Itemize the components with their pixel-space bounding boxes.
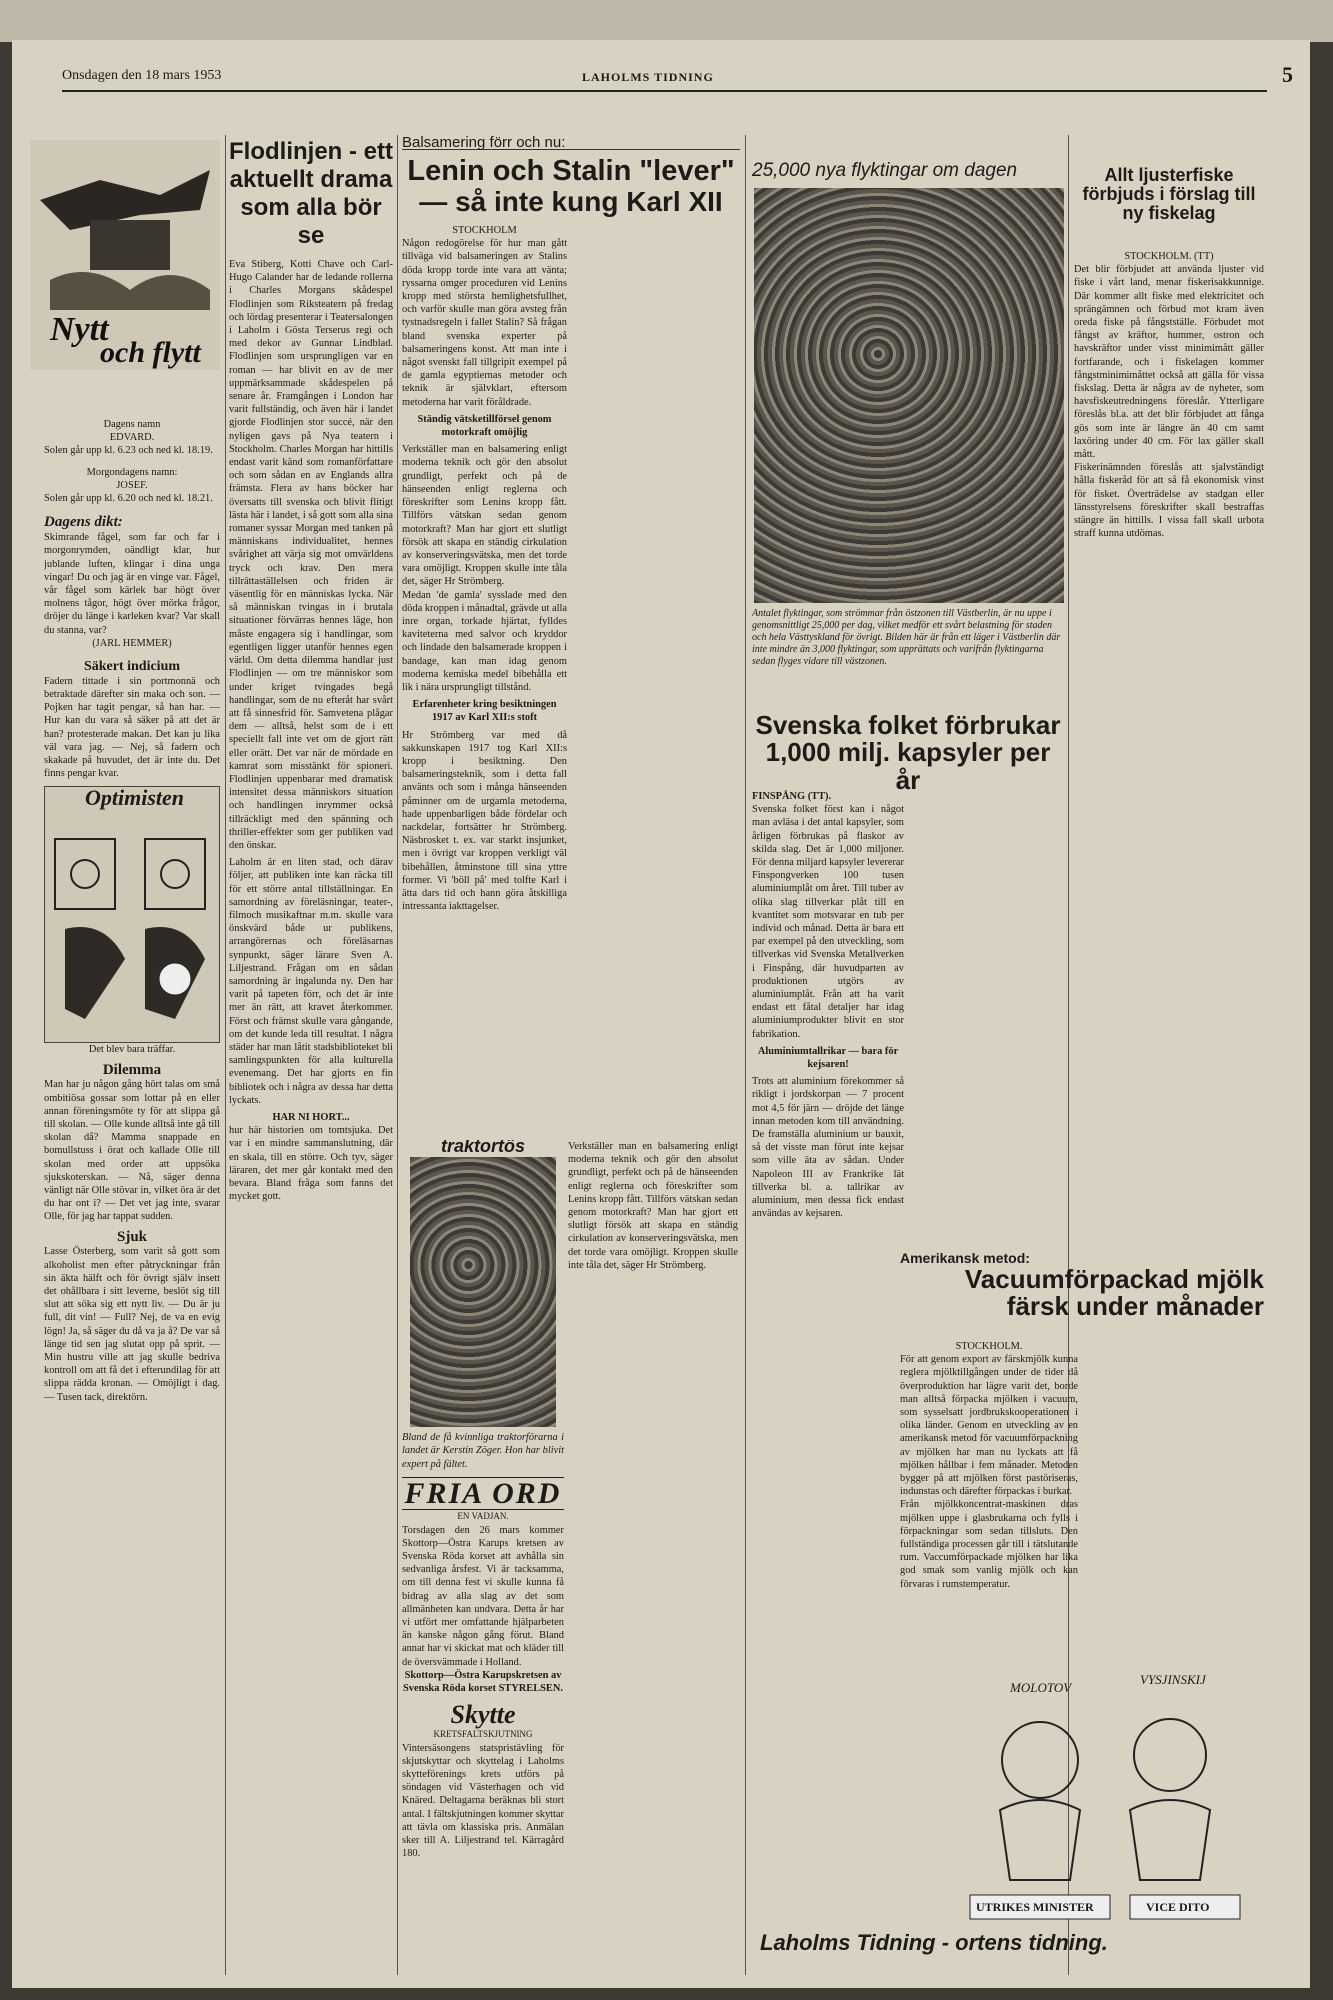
vacuum-headline: Vacuumförpackad mjölk färsk under månader <box>964 1264 1264 1322</box>
dagens-dikt-title: Dagens dikt: <box>44 514 123 531</box>
dagens-dikt-text: Skimrande fågel, som far och far i morgonrymden, oändligt klar, hur jublande luften, klingar i dina unga vingar! Du och jag är en vinge var. Fågel, vår fågel som kärlek bar högt över molnens tågor, högt över mörka frågor, dröjer du länge i karleken kvar? Var skall du stanna, var? <box>44 532 220 636</box>
optimisten-cartoon-title: Optimisten <box>85 785 185 811</box>
vatsketillforsel-subhead: Ständig vätsketillförsel genom motorkraft omöjlig <box>417 413 552 439</box>
fria-ord-body: Torsdagen den 26 mars kommer Skottorp—Östra Karups kretsen av Svenska Röda korset att avhålla sin sedvanliga årsfest. Vi är tacksamma, om till denna fest vi skulle kunna få bidrag av alla slag av det som allmänheten kan undvara. Detta år har vi utfört mer omfattande hjälparbeten än kanske någon gång förut. Bland annat har vi skickat mat och kläder till de översvämmade i Holland. <box>402 1524 564 1668</box>
sakert-indicium-text: Fadern tittade i sin portmonnä och betraktade därefter sin maka och son. — Pojken har tagit pengar, så han har. — Hur kan du vara så säker på att det är han? protesterade makan. Det kan ju lika väl vara jag. — Nej, så fadern och skakade på huvudet, det är inte du. Det finns pengar kvar. <box>44 675 220 780</box>
molotov-label: MOLOTOV <box>1010 1680 1072 1695</box>
header-paper-name: LAHOLMS TIDNING <box>582 70 714 84</box>
vacuum-kicker: Amerikansk metod: <box>900 1250 1030 1266</box>
fria-ord-subtitle: EN VADJAN. <box>457 1511 509 1522</box>
optimisten-cartoon <box>44 786 220 1043</box>
kapsyler-body-2: Trots att aluminium förekommer så rikligt i jordskorpan — 7 procent mot 4,5 för järn — dröjde det länge innan metoden kom till användning. De framställa aluminium ur bauxit, så det visste man förut inte kejsar som ville äta av sådan. Under Napoleon III av Frankrike lät tillverka bl. a. tallrikar av aluminium, men dessa fick endast användas av kejsaren. <box>752 1076 904 1220</box>
ministers-cartoon <box>960 1650 1260 1940</box>
svg-text:och flytt: och flytt <box>100 336 201 369</box>
dagens-namn: EDVARD. <box>109 432 155 444</box>
balsamering-body-3: Hr Strömberg var med då sakkunskapen 1917 tog Karl XII:s kropp i besiktning. Den balsameringsteknik, som i detta fall använts och som i många hänseenden påminner om de urgamla metoderna, hade uppenbarligen både fördelar och nackdelar, fortsätter hr Strömberg. Näsbrosket t. ex. var starkt insjunket, men i övrigt var kroppen verkligt väl bibehållen, åtminstone till sina yttre former. Vi 'böll på' med tolfte Karl i ätta dars tid och hann göra åtskilliga intressanta iakttagelser. <box>402 729 567 913</box>
ljusterfiske-body-2: Fiskerinämnden föreslås att sjalvständigt hålla fiskeråd för att så få ekonomisk vinst för fisket. Överträdelse av stadgan eller länsstyrelsens föreskrifter skall bestraffas stängre än hittills. I vissa fall skall urbota straff kunna utdömas. <box>1074 462 1264 540</box>
column-rule-2 <box>397 135 398 1975</box>
morgondagens-namn-label: Morgondagens namn: <box>86 466 178 478</box>
skytte-title: Skytte <box>450 1700 516 1730</box>
vacuum-body-2: Från mjölkkoncentrat-maskinen dras mjölken uppe i glasbrukarna och fylls i förpackningar som sedan tillsluts. Den fullständiga processen går till i tätslutande rum. Vaccumförpackade mjölken har lika god smak som vanlig mjölk och kan förvaras i rumstemperatur. <box>900 1499 1078 1590</box>
traktortos-photo <box>410 1157 556 1427</box>
ljusterfiske-dateline: STOCKHOLM. (TT) <box>1124 251 1214 262</box>
ljusterfiske-body: Det blir förbjudet att använda ljuster vid fiske i vårt land, menar fiskerisakkunnige. Där kommer allt fiske med elektricitet och sprängämnen och förbud mot kram även oreda fiske på fångstställe. Förbudet mot fångst av kräftor, hummer, ostron och havskräftor under visst minimimått gäller fortfarande, och i fiskelagen kommer fångstminimimåttet också att gälla för vissa fiskslag. Detta är några av de nyheter, som havsfiskeutredningens föreslår. Ytterligare föreslås bl.a. att det blir förbjudet att fånga gös som inte är längre än 40 cm samt laxöring under 40 cm. För lax gäller skall mått. <box>1074 264 1264 461</box>
laholms-tidning-slogan: Laholms Tidning - ortens tidning. <box>760 1930 1108 1955</box>
page-top-edge <box>0 0 1333 42</box>
header-rule <box>62 90 1267 92</box>
balsamering-kicker: Balsamering förr och nu: <box>402 136 740 150</box>
karl-xii-headline: — så inte kung Karl XII <box>419 185 723 217</box>
vacuum-article <box>900 1340 1264 1640</box>
fria-ord-signature: Skottorp—Östra Karupskretsen av Svenska Röda korset STYRELSEN. <box>403 1669 563 1694</box>
vacuum-dateline: STOCKHOLM. <box>955 1341 1023 1352</box>
right-of-photo-column <box>568 1140 738 1970</box>
karl-xii-subhead: Erfarenheter kring besiktningen 1917 av Karl XII:s stoft <box>412 699 557 724</box>
ljusterfiske-headline: Allt ljusterfiske förbjuds i förslag till ny fiskelag <box>1082 165 1256 223</box>
fria-ord-title: FRIA ORD <box>402 1477 564 1511</box>
sun-times-today: Solen går upp kl. 6.23 och ned kl. 18.19. <box>44 445 213 457</box>
balsamering-article <box>402 136 740 1136</box>
har-ni-hort-text: hur här historien om tomtsjuka. Det var i en mindre sammanslutning, där en skala, till en större. Och tyv, säger läraren, det mer går kontakt med den bevara. Bland fråga som fanns det mycket gott. <box>229 1125 393 1203</box>
balsamering-body: Någon redogörelse för hur man gått tillväga vid balsameringen av Stalins döda kropp torde inte vara att vänta; ryssarna omger proceduren vid Lenins kropp med största hemlighetsfullhet, och varför skulle man göra avsteg från tystnadsregeln i fallet Stalin? Så frågan bland svenska experter på balsameringens konst. Att man inte i något svenskt fall tillgripit exempel på de gamla egyptiernas metoder och teknik är självklart, eftersom metoderna har varit föråldrade. <box>402 238 567 408</box>
cartoon-caption: Det blev bara träffar. <box>88 1044 176 1056</box>
sun-times-tomorrow: Solen går upp kl. 6.20 och ned kl. 18.21. <box>44 493 213 505</box>
nytt-och-flytt-illustration <box>30 140 220 370</box>
column-rule-3 <box>745 135 746 1975</box>
balsamering-body-2: Verkställer man en balsamering enligt moderna teknik och gör den absolut grundligt, perfekt och på de hänseenden enligt reglerna och föreskrifter som Lenins kropp fått. Tillförs vätskan sedan genom motorkraft? Man har gjort ett slutligt försök att skapa en ständig cirkulation av konserveringsvätska, men det torde vara omöjligt. Kroppen skulle inte tåla det, säger Hr Strömberg. <box>402 444 567 588</box>
header-date: Onsdagen den 18 mars 1953 <box>62 68 222 83</box>
sjuk-text: Lasse Österberg, som varit så gott som alkoholist men efter påtryckningar från sin äkta hälft och för övrigt själv insett det ohållbara i sitt leverne, beslöt sig till slut att söka sig ett nytt liv. — Du är ju full, dit vin! — Full? Nej, de va en evig lögn! Ja, så säger du då va ja å? De var så länge tid sen jag slutat opp på sprit. — Min hustru ville att jag skulle bedriva kontroll om att få det i efterundilag för att slippa rädda kronan. — Omöjligt i dag. — Tusen tack, direktörn. <box>44 1246 220 1403</box>
column-2 <box>229 138 393 1970</box>
skytte-subtitle: KRETSFALTSKJUTNING <box>433 1729 533 1740</box>
flodlinjen-body: Eva Stiberg, Kotti Chave och Carl-Hugo Calander har de ledande rollerna i Charles Morgans skådespel Flodlinjen som Riksteatern på fredag och lördag presenterar i Teatersalongen i Laholm i Gösta Terserus regi och med dekor av Gunnar Lindblad. Flodlinjen som ursprungligen var en roman — har blivit en av de mer uppmärksammade skådespelen på senare år. Framgången i London har varit fullständig, och även här i landet gjorde Flodlinjen stor succé, när den nyligen gavs på Nya teatern i Stockholm. Charles Morgan har hittills endast varit känd som romanförfattare och som sådan en av Englands allra främsta. Flera av hans böcker har översatts till svenska och blivit flitigt lästa här i landet, i så gott som alla sina romaner syssar Morgan med tanken på människans individualitet, hennes svårighet att värja sig mot omvärldens tryck och krav. Den mera tillrättaställelsen och friden är väsentlig för en människas lycka. När så människan tvingas in i brutala situationer förvärras hennes läge, hon måste engagera sig i handlingar, som egentligen ligger utanför hennes egen värld. Om detta dilemma handlar just Flodlinjen — om tre människor som under kriget tvingades begå handlingar, som de nu efteråt har svårt att få sinnesfrid för. Samvetena plågar dem — alltså, helst som de i ett speciellt fall inte vet om de gjort rätt eller orätt. Det var när de mördade en kamrat som misstänkt för spioneri. Flodlinjen uppenbarar med dramatisk intensitet dessa människors situation och handlingen inrymmer också tillräckligt med den spänning och thriller-effekter som ger publiken vad den önskar. <box>229 259 393 851</box>
flodlinjen-headline: Flodlinjen - ett aktuellt drama som alla bör se <box>229 138 393 249</box>
column-rule-1 <box>225 135 226 1975</box>
vacuum-body: För att genom export av färskmjölk kunna reglera mjölktillgången under de tider då överproduktion har lägre varit det, borde man alltså förpacka mjölken i vacuum, som sysselsatt jordbrukskooperationen i olika länder. Genom en utveckling av en amerikansk metod för vacuumförpackning av mjölken har man nu lyckats att få mjölken hållbar i fem månader. Metoden bygger på att mjölken först pastöriseras, indunstas och därefter förpackas i burkar. <box>900 1354 1078 1498</box>
flodlinjen-body-2: Laholm är en liten stad, och därav följer, att publiken inte kan räcka till för ett större antal tillställningar. En samordning av föreläsningar, teater-, filmoch musikaftnar m.m. skulle vara önskvärd både ur publikens, arrangörernas och föreläsarnas synpunkt, säger lärare Sven A. Liljestrand. Frågan om en sådan samordning är ingalunda ny. Den har varit på tapeten förr, och det är inte mer än rätt, att kravet återkommer. Först och främst skulle vara gångande, om det kunde leda till resultat. I några städer har man låtit stadsbiblioteket bli samlingspunkten för alla kulturella evenemang. Det har gjorts en fin bibliotek och i några av dessa har detta lyckats. <box>229 857 393 1106</box>
aluminiumtallrikar-subhead: Aluminiumtallrikar — bara för kejsaren! <box>757 1045 899 1071</box>
kapsyler-headline: Svenska folket förbrukar 1,000 milj. kapsyler per år <box>755 710 1061 795</box>
dagens-dikt-author: (JARL HEMMER) <box>92 637 172 649</box>
traktortos-title: traktortös <box>440 1140 525 1156</box>
lenin-stalin-headline: Lenin och Stalin "lever" <box>407 155 735 188</box>
flyktingar-caption: Antalet flyktingar, som strömmar från östzonen till Västberlin, är nu uppe i genomsnittligt 25,000 per dag, vilket medför ett svårt belastning för staden och hela Västtyskland för övrigt. Bilden här är från ett läger i Västberlin där inte mindre än 3,000 flyktingar, som upprättats och varifrån flyktingarna sedan flyges vidare till västzonen. <box>752 608 1061 667</box>
svg-text:Nytt: Nytt <box>50 311 109 348</box>
photo-and-fria-ord-column <box>402 1140 564 1970</box>
vice-dito-label: VICE DITO <box>1146 1900 1210 1914</box>
balsamering-body-mid: Medan 'de gamla' sysslade med den döda kroppen i månadtal, grävde ut alla inre organ, torkade hjärtat, fylldes kaviteterna med salvor och kryddor och lindade den balsamerade kroppen i bandage, kan man idag genom moderna kemiska medel bibehålla ett lik i nära ursprungligt tillstånd. <box>402 589 567 693</box>
skytte-body: Vintersäsongens statspristävling för skjutskyttar och skyttelag i Laholms skytteförenings krets utförs på söndagen vid Västerhagen och vid Knäred. Deltagarna beräknas bli stort antal. I fältskjutningen kommer skyttar att tävla om klassiska pris. Anmälan sker till A. Liljestrand tel. Kärragård 180. <box>402 1742 564 1860</box>
dilemma-title: Dilemma <box>102 1061 162 1078</box>
dagens-namn-label: Dagens namn <box>103 419 161 430</box>
sakert-indicium-title: Säkert indicium <box>83 659 181 675</box>
morgondagens-namn: JOSEF. <box>116 479 148 491</box>
flyktingar-photo <box>754 188 1064 603</box>
column-1 <box>44 418 220 1966</box>
vysjinskij-label: VYSJINSKIJ <box>1140 1672 1206 1687</box>
utrikesminister-label: UTRIKES MINISTER <box>976 1900 1094 1914</box>
dilemma-text: Man har ju någon gång hört talas om små ombitiösa gossar som lottar på en eller annan föreningsmöte ty för att slippa gå till skolan. — Olle kunde alltså inte gå till skolan då? Mamma snappade en bomullstuss i örat och kallade Olle till skolan med order att uppsöka sjukskoterskan. — Nå, säger denna vänligt när Olle stövar in, vilket öra är det du har ont i? — Det vet jag inte, svarar Olle, för jag har tappat sudden. <box>44 1079 220 1223</box>
sjuk-title: Sjuk <box>116 1228 148 1245</box>
kapsyler-dateline: FINSPÅNG (TT). <box>752 791 832 802</box>
balsamering-dateline: STOCKHOLM <box>452 225 517 237</box>
ljusterfiske-article <box>1074 250 1264 1240</box>
har-ni-hort-title: HAR NI HORT... <box>272 1112 350 1123</box>
header-page-number: 5 <box>1282 62 1293 87</box>
page-header <box>62 62 1293 88</box>
kapsyler-body: Svenska folket först kan i något man avläsa i det antal kapsyler, som årligen förbrukas på flaskor av skilda slag. Det är 1,000 miljoner. För denna miljard kapsyler levererar Finspongverken 100 tusen aluminiumplåt om året. Till tuber av olika slag tillverkar plåt till en kvantitet som motsvarar en tub per individ och månad. Detta är bara ett par exempel på den utveckling, som tillverkas vid Svenska Metallverken i Finspång, där huvudparten av produktionen utgörs av aluminiumplåt. Från att ha varit endast ett fåtal detaljer har idag aluminiumprodukter blivit en stor fabrikation. <box>752 804 904 1040</box>
balsamering-continued: Verkställer man en balsamering enligt moderna teknik och gör den absolut grundligt, perfekt och på de hänseenden enligt reglerna och föreskrifter som Lenins kropp fått. Tillförs vätskan sedan genom motorkraft? Man har gjort ett slutligt försök att skapa en ständig cirkulation av konserveringsvätska, men det torde vara omöjligt. Kroppen skulle inte tåla det, säger Hr Strömberg. <box>568 1141 738 1271</box>
flyktingar-title: 25,000 nya flyktingar om dagen <box>752 160 1018 181</box>
traktortos-caption: Bland de få kvinnliga traktorförarna i landet är Kerstin Zöger. Hon har blivit expert på fältet. <box>402 1432 564 1470</box>
